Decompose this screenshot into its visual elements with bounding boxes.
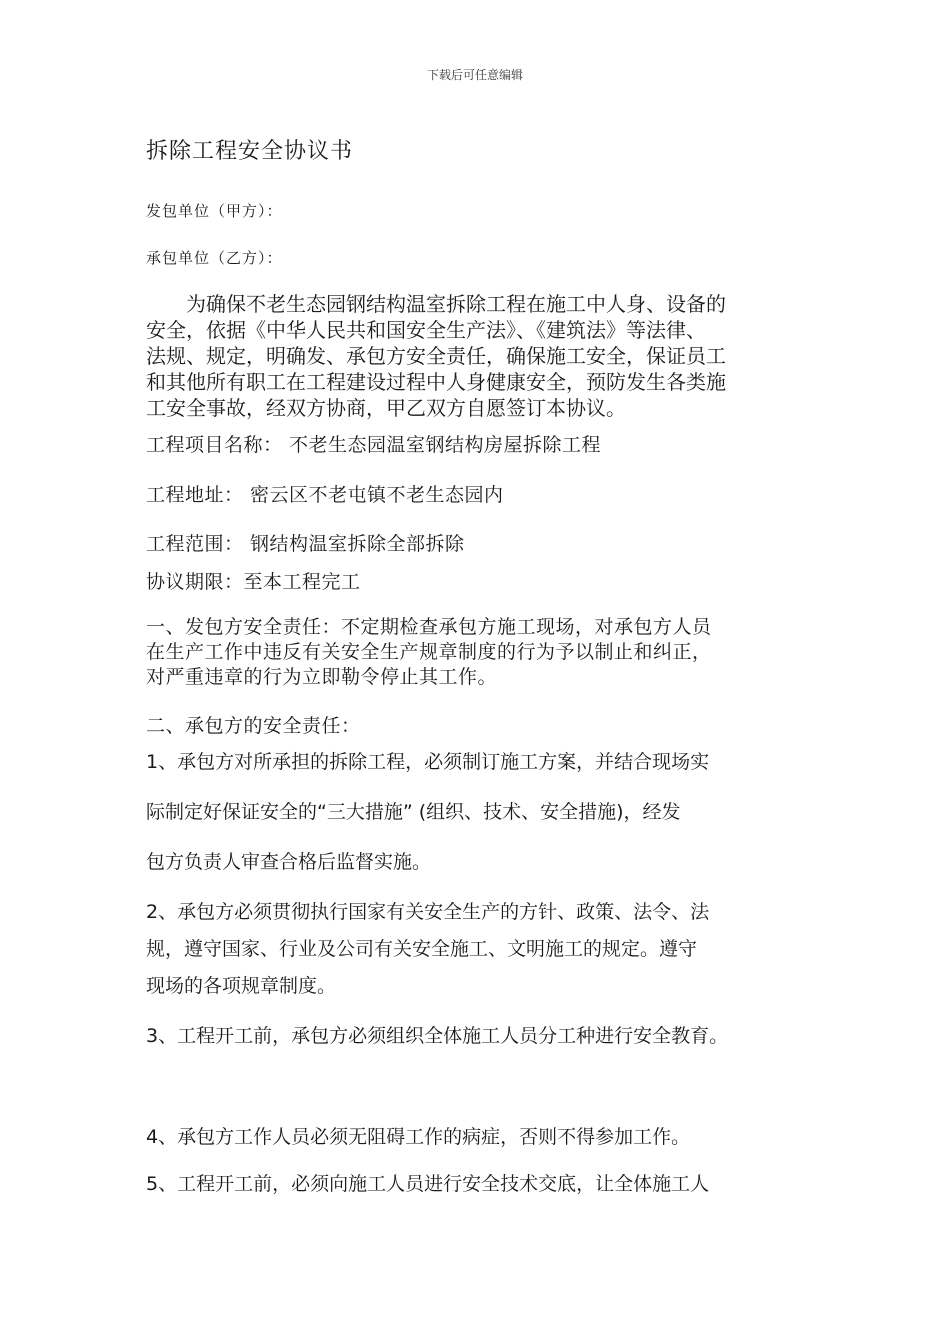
project-scope-line: 工程范围： 钢结构温室拆除全部拆除: [146, 533, 465, 555]
section1-line-1: 一、发包方安全责任：不定期检查承包方施工现场，对承包方人员: [146, 616, 712, 638]
agreement-term-line: 协议期限：至本工程完工: [146, 571, 361, 593]
item4-line: 4、承包方工作人员必须无阻碍工作的病症，否则不得参加工作。: [146, 1126, 691, 1148]
page-header-note: 下载后可任意编辑: [426, 68, 523, 82]
document-title: 拆除工程安全协议书: [146, 139, 354, 164]
party-b-line: 承包单位（乙方）：: [146, 249, 283, 267]
intro-line-4: 和其他所有职工在工程建设过程中人身健康安全，预防发生各类施: [146, 370, 726, 394]
intro-line-2: 安全，依据《中华人民共和国安全生产法》、《建筑法》等法律、: [146, 318, 706, 342]
project-address-line: 工程地址： 密云区不老屯镇不老生态园内: [146, 484, 504, 506]
intro-line-1: 为确保不老生态园钢结构温室拆除工程在施工中人身、设备的: [146, 292, 726, 316]
item2-line-2: 规，遵守国家、行业及公司有关安全施工、文明施工的规定。遵守: [146, 938, 698, 960]
section1-line-3: 对严重违章的行为立即勒令停止其工作。: [146, 666, 498, 688]
intro-line-5: 工安全事故，经双方协商，甲乙双方自愿签订本协议。: [146, 396, 626, 420]
item3-line: 3、工程开工前，承包方必须组织全体施工人员分工种进行安全教育。: [146, 1025, 729, 1047]
item1-line-1: 1、承包方对所承担的拆除工程，必须制订施工方案，并结合现场实: [146, 751, 710, 773]
item2-line-1: 2、承包方必须贯彻执行国家有关安全生产的方针、政策、法令、法: [146, 901, 710, 923]
item5-line: 5、工程开工前，必须向施工人员进行安全技术交底，让全体施工人: [146, 1173, 710, 1195]
item1-line-3: 包方负责人审查合格后监督实施。: [146, 851, 432, 873]
section2-title: 二、承包方的安全责任：: [146, 715, 361, 737]
item1-line-2: 际制定好保证安全的“三大措施” (组织、技术、安全措施)，经发: [146, 801, 681, 823]
item2-line-3: 现场的各项规章制度。: [146, 975, 337, 997]
section1-line-2: 在生产工作中违反有关安全生产规章制度的行为予以制止和纠正，: [146, 641, 712, 663]
party-a-line: 发包单位（甲方）：: [146, 202, 283, 220]
project-name-line: 工程项目名称： 不老生态园温室钢结构房屋拆除工程: [146, 434, 602, 456]
intro-line-3: 法规、规定，明确发、承包方安全责任，确保施工安全，保证员工: [146, 344, 726, 368]
